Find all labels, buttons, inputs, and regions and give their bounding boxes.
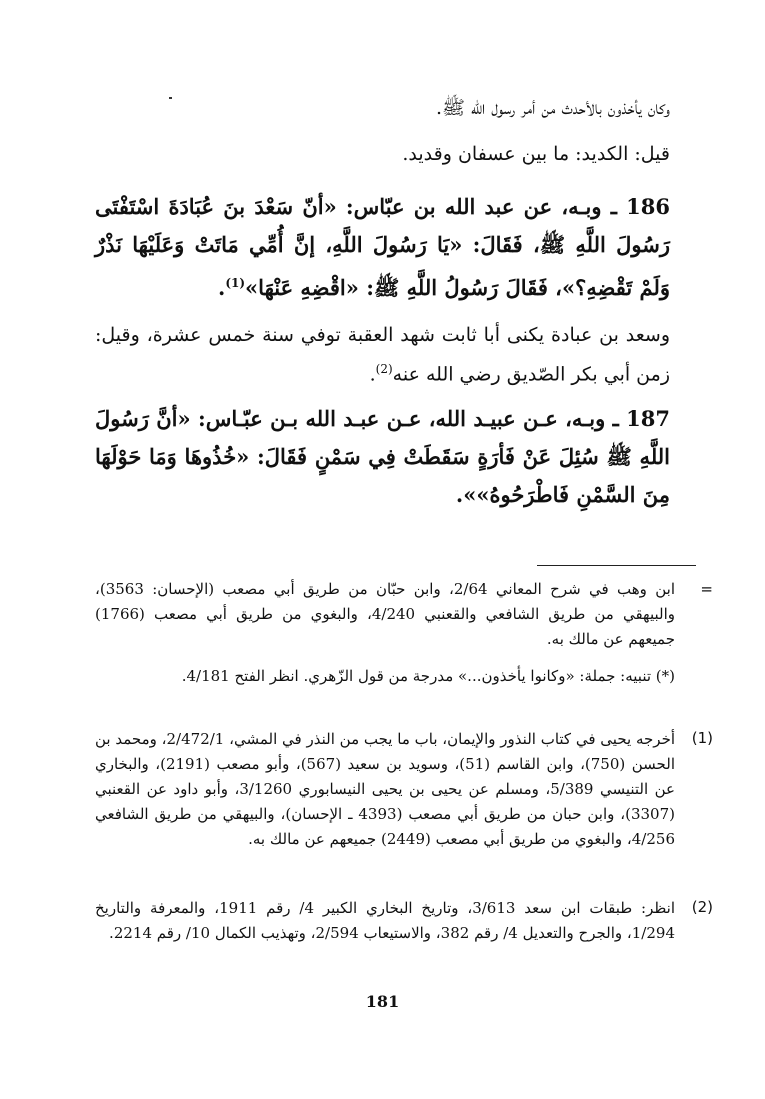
saad-bio-text: وسعد بن عبادة يكنى أبا ثابت شهد العقبة توفي سنة خمس عشرة، وقيل: زمن أبي بكر الصّديق رضي الله عنه — [95, 324, 670, 386]
footnote-continuation: ابن وهب في شرح المعاني 2/64، وابن حبّان من طريق أبي مصعب (الإحسان: 3563)، والبيهقي من طريق الشافعي والقعنبي 4/240، والبغوي من طريق أبي مصعب (1766) جميعهم عن مالك به. — [95, 580, 675, 648]
hadith-186 — [95, 188, 670, 307]
footnote-1: أخرجه يحيى في كتاب النذور والإيمان، باب ما يجب من النذر في المشي، 2/472/1، ومحمد بن الحسن (750)، وابن القاسم (51)، وسويد بن سعيد (567)، وأبو مصعب (2191)، والبخاري عن التنيسي 5/389، ومسلم عن يحيى بن يحيى النيسابوري 3/1260، وأبو داود عن القعنبي (3307)، وابن حبان من طريق أبي مصعب (4393 ـ الإحسان)، والبيهقي من طريق الشافعي 4/256، والبغوي من طريق أبي مصعب (2449) جميعهم عن مالك به. — [95, 730, 676, 848]
hadith-186-end: . — [218, 275, 226, 300]
footnote-ref-2: (2) — [375, 362, 393, 376]
footnote-continuation-marker: = — [700, 580, 713, 598]
body-line-hadith-practice: وكان يأخذون بالأحدث من أمر رسول الله ﷺ. — [435, 97, 670, 119]
page-number: 181 — [365, 992, 400, 1011]
hadith-187 — [95, 400, 670, 514]
footnote-1-marker: (1) — [691, 729, 713, 747]
footnote-separator — [537, 565, 696, 566]
footnote-2: انظر: طبقات ابن سعد 3/613، وتاريخ البخاري الكبير 4/ رقم 1911، والمعرفة والتاريخ 1/294، والجرح والتعديل 4/ رقم 382، والاستيعاب 2/594، وتهذيب الكمال 10/ رقم 2214. — [95, 899, 676, 942]
body-line-kadid-definition: قيل: الكديد: ما بين عسفان وقديد. — [402, 143, 670, 165]
saad-bio-end: . — [369, 363, 376, 386]
hadith-186-text: ـ وبـه، عن عبد الله بن عبّاس: «أنّ سَعْدَ بنَ عُبَادَةَ اسْتَفْتَى رَسُولَ اللَّهِ ﷺ، فَقَالَ: «يَا رَسُولَ اللَّهِ، إنَّ أُمِّي مَاتَتْ وَعَلَيْهَا نَذْرٌ وَلَمْ تَقْضِهِ؟»، فَقَالَ رَسُولُ اللَّهِ ﷺ: «اقْضِهِ عَنْهَا» — [95, 194, 670, 300]
footnote-2-marker: (2) — [691, 898, 713, 916]
hadith-186-number: 186 — [626, 194, 670, 219]
saad-bio-paragraph — [95, 318, 670, 391]
hadith-187-number: 187 — [626, 406, 671, 431]
hadith-187-text: ـ وبـه، عـن عبيـد الله، عـن عبـد الله بـن عبّـاس: «أنَّ رَسُولَ اللَّهِ ﷺ سُئِلَ عَنْ فَأرَةٍ سَقَطَتْ فِي سَمْنٍ فَقَالَ: «خُذُوهَا وَمَا حَوْلَهَا مِنَ السَّمْنِ فَاطْرَحُوهُ»». — [95, 406, 670, 507]
footnote-tanbih: (*) تنبيه: جملة: «وكانوا يأخذون...» مدرجة من قول الزّهري. انظر الفتح 4/181. — [181, 667, 675, 685]
footnote-ref-1: (1) — [225, 276, 246, 290]
